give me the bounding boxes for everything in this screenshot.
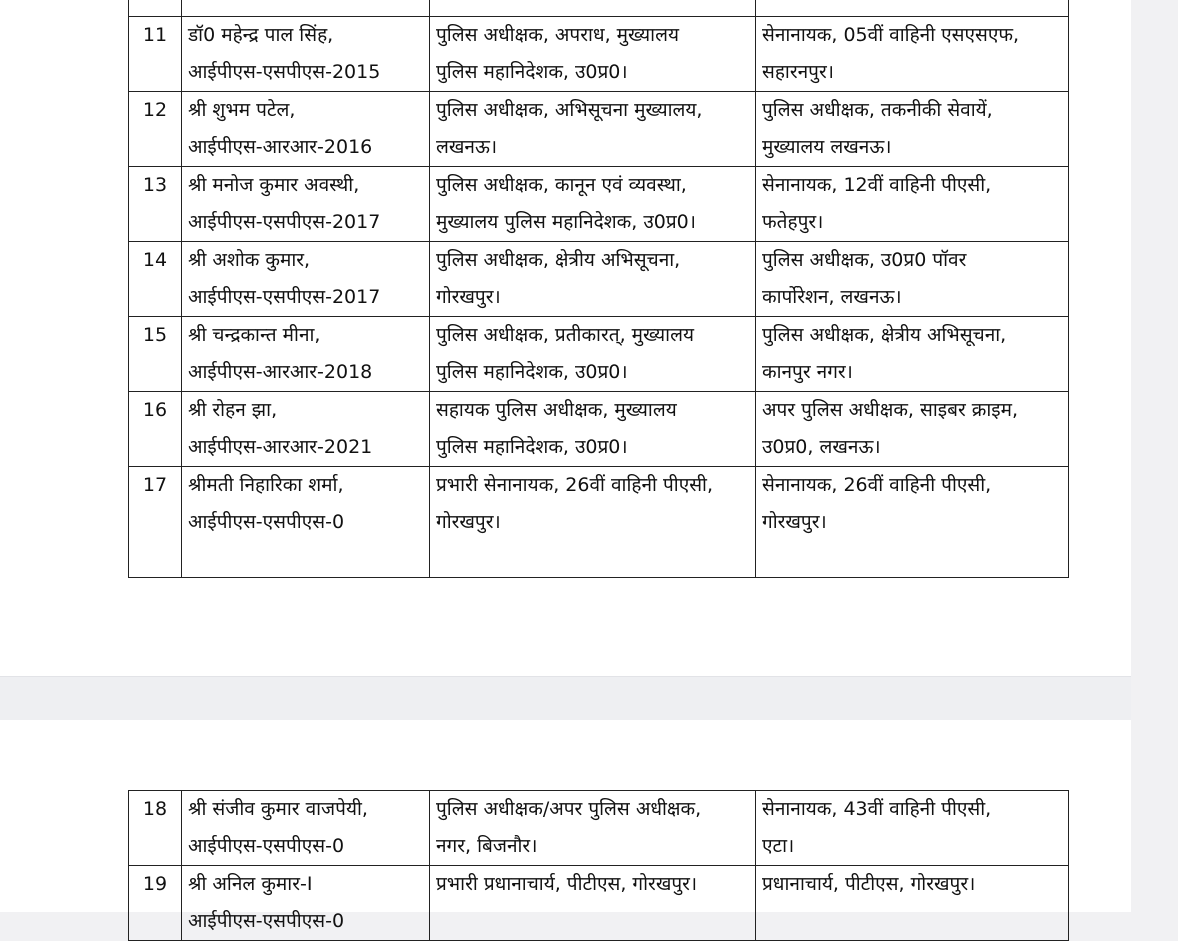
new-posting-line: कानपुर नगर। <box>762 361 853 383</box>
officer-name: श्रीमती निहारिका शर्मा, <box>188 474 344 496</box>
officer-service: आईपीएस-आरआर-2018 <box>188 361 373 383</box>
document-page-2 <box>0 720 1131 932</box>
officer-name-cell <box>182 242 430 317</box>
new-posting-cell <box>756 791 1069 866</box>
officer-service: आईपीएस-एसपीएस-0 <box>188 835 345 857</box>
table-row <box>129 392 1069 467</box>
table-row <box>129 242 1069 317</box>
viewer-gutter <box>1131 0 1178 912</box>
new-posting-line: पुलिस अधीक्षक, क्षेत्रीय अभिसूचना, <box>762 324 1007 346</box>
new-posting-cell <box>756 467 1069 578</box>
current-posting-cell <box>430 791 756 866</box>
new-posting-line: पुलिस अधीक्षक, तकनीकी सेवायें, <box>762 99 993 121</box>
new-posting-line: अपर पुलिस अधीक्षक, साइबर क्राइम, <box>762 399 1019 421</box>
officer-name: श्री अनिल कुमार-I <box>188 873 313 895</box>
officer-name-cell <box>182 866 430 941</box>
new-posting-line: सहारनपुर। <box>762 61 834 83</box>
table-row <box>129 167 1069 242</box>
officer-name: डॉ0 महेन्द्र पाल सिंह, <box>188 24 334 46</box>
officer-name-cell <box>182 317 430 392</box>
current-posting-line: पुलिस अधीक्षक, प्रतीकारत्, मुख्यालय <box>436 324 694 346</box>
officer-name-cell <box>182 92 430 167</box>
current-posting-line: पुलिस अधीक्षक, अपराध, मुख्यालय <box>436 24 679 46</box>
new-posting-cell <box>756 167 1069 242</box>
officer-name-cell <box>182 791 430 866</box>
sno-cell <box>129 0 182 17</box>
new-posting-cell <box>756 242 1069 317</box>
current-posting-line: पुलिस अधीक्षक, अभिसूचना मुख्यालय, <box>436 99 703 121</box>
new-posting-line: एटा। <box>762 835 795 857</box>
officer-service: आईपीएस-एसपीएस-2015 <box>188 61 381 83</box>
new-posting-line: सेनानायक, 05वीं वाहिनी एसएसएफ, <box>762 24 1020 46</box>
current-posting-line: गोरखपुर। <box>436 286 501 308</box>
current-posting-line: प्रभारी प्रधानाचार्य, पीटीएस, गोरखपुर। <box>436 873 698 895</box>
officer-name-cell <box>182 0 430 17</box>
new-posting-line: पुलिस अधीक्षक, उ0प्र0 पॉवर <box>762 249 967 271</box>
officer-service: आईपीएस-एसपीएस-0 <box>188 511 345 533</box>
officer-name: श्री अशोक कुमार, <box>188 249 311 271</box>
officer-name-cell <box>182 392 430 467</box>
current-posting-cell <box>430 467 756 578</box>
current-posting-cell <box>430 392 756 467</box>
officer-name-cell <box>182 167 430 242</box>
table-row <box>129 866 1069 941</box>
officer-name: श्री शुभम पटेल, <box>188 99 296 121</box>
current-posting-line: गोरखपुर। <box>436 511 501 533</box>
current-posting-line: पुलिस अधीक्षक/अपर पुलिस अधीक्षक, <box>436 798 702 820</box>
sno-cell: 17 <box>129 467 182 578</box>
table-row <box>129 92 1069 167</box>
new-posting-line: सेनानायक, 12वीं वाहिनी पीएसी, <box>762 174 992 196</box>
current-posting-cell <box>430 317 756 392</box>
new-posting-line: प्रधानाचार्य, पीटीएस, गोरखपुर। <box>762 873 976 895</box>
new-posting-line: सेनानायक, 26वीं वाहिनी पीएसी, <box>762 474 992 496</box>
table-row <box>129 317 1069 392</box>
new-posting-cell <box>756 17 1069 92</box>
current-posting-cell <box>430 866 756 941</box>
table-row-cut-off <box>129 0 1069 17</box>
officer-name-cell <box>182 467 430 578</box>
new-posting-line: कार्पोरेशन, लखनऊ। <box>762 286 902 308</box>
new-posting-cell <box>756 0 1069 17</box>
officer-name-cell <box>182 17 430 92</box>
sno-cell: 19 <box>129 866 182 941</box>
sno-cell: 11 <box>129 17 182 92</box>
current-posting-line: पुलिस अधीक्षक, क्षेत्रीय अभिसूचना, <box>436 249 681 271</box>
new-posting-cell <box>756 392 1069 467</box>
sno-cell: 16 <box>129 392 182 467</box>
current-posting-cell <box>430 17 756 92</box>
table-row <box>129 17 1069 92</box>
new-posting-cell <box>756 92 1069 167</box>
transfer-table-page-2 <box>128 790 1069 941</box>
current-posting-cell <box>430 242 756 317</box>
officer-name: श्री संजीव कुमार वाजपेयी, <box>188 798 368 820</box>
current-posting-line: लखनऊ। <box>436 136 498 158</box>
new-posting-line: मुख्यालय लखनऊ। <box>762 136 892 158</box>
current-posting-line: प्रभारी सेनानायक, 26वीं वाहिनी पीएसी, <box>436 474 714 496</box>
sno-cell: 14 <box>129 242 182 317</box>
sno-cell: 13 <box>129 167 182 242</box>
officer-name: श्री चन्द्रकान्त मीना, <box>188 324 321 346</box>
current-posting-cell <box>430 0 756 17</box>
sno-cell: 15 <box>129 317 182 392</box>
officer-name: श्री रोहन झा, <box>188 399 278 421</box>
page-gap <box>0 676 1131 721</box>
officer-service: आईपीएस-एसपीएस-0 <box>188 910 345 932</box>
new-posting-line: गोरखपुर। <box>762 511 827 533</box>
new-posting-line: सेनानायक, 43वीं वाहिनी पीएसी, <box>762 798 992 820</box>
sno-cell: 18 <box>129 791 182 866</box>
current-posting-cell <box>430 167 756 242</box>
current-posting-line: पुलिस महानिदेशक, उ0प्र0। <box>436 436 628 458</box>
officer-name: श्री मनोज कुमार अवस्थी, <box>188 174 360 196</box>
current-posting-line: सहायक पुलिस अधीक्षक, मुख्यालय <box>436 399 677 421</box>
officer-service: आईपीएस-आरआर-2016 <box>188 136 373 158</box>
new-posting-cell <box>756 317 1069 392</box>
current-posting-cell <box>430 92 756 167</box>
new-posting-cell <box>756 866 1069 941</box>
new-posting-line: फतेहपुर। <box>762 211 824 233</box>
table-row <box>129 791 1069 866</box>
officer-service: आईपीएस-एसपीएस-2017 <box>188 211 381 233</box>
current-posting-line: नगर, बिजनौर। <box>436 835 538 857</box>
officer-service: आईपीएस-एसपीएस-2017 <box>188 286 381 308</box>
new-posting-line: उ0प्र0, लखनऊ। <box>762 436 881 458</box>
current-posting-line: पुलिस महानिदेशक, उ0प्र0। <box>436 361 628 383</box>
transfer-table-page-1 <box>128 0 1069 578</box>
officer-service: आईपीएस-आरआर-2021 <box>188 436 373 458</box>
current-posting-line: मुख्यालय पुलिस महानिदेशक, उ0प्र0। <box>436 211 696 233</box>
current-posting-line: पुलिस अधीक्षक, कानून एवं व्यवस्था, <box>436 174 687 196</box>
current-posting-line: पुलिस महानिदेशक, उ0प्र0। <box>436 61 628 83</box>
sno-cell: 12 <box>129 92 182 167</box>
table-row <box>129 467 1069 578</box>
